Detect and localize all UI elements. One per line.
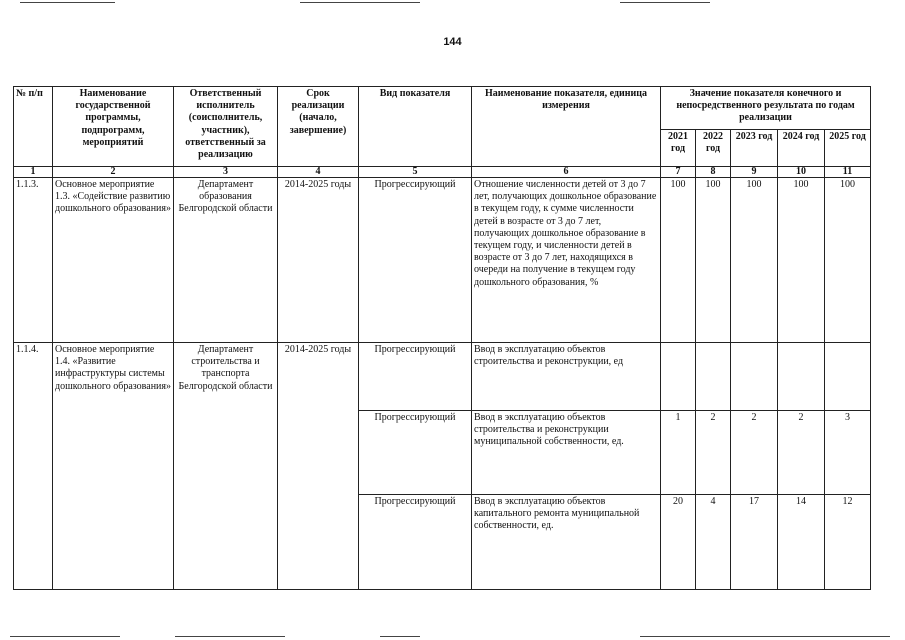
indicator-value	[825, 343, 871, 411]
row-name: Основное мероприятие 1.3. «Содействие развитию дошкольного образования»	[53, 178, 174, 343]
indicator-type: Прогрессирующий	[359, 411, 472, 495]
scan-edge-line	[300, 2, 420, 3]
indicator-value	[661, 343, 696, 411]
indicator-value	[778, 343, 825, 411]
indicator-value: 1	[661, 411, 696, 495]
header-year: 2024 год	[778, 130, 825, 167]
indicator-type: Прогрессирующий	[359, 495, 472, 590]
indicator-value	[696, 343, 731, 411]
page-number: 144	[443, 36, 462, 48]
row-num: 1.1.3.	[14, 178, 53, 343]
header-indicator-name: Наименование показателя, единица измерения	[472, 87, 661, 167]
header-year: 2025 год	[825, 130, 871, 167]
row-executor: Департамент образования Белгородской области	[174, 178, 278, 343]
column-number: 4	[278, 167, 359, 178]
column-number: 8	[696, 167, 731, 178]
column-number: 9	[731, 167, 778, 178]
column-number: 5	[359, 167, 472, 178]
indicator-value: 100	[661, 178, 696, 343]
column-number: 3	[174, 167, 278, 178]
column-number: 6	[472, 167, 661, 178]
indicator-value	[731, 343, 778, 411]
scan-edge-line	[380, 636, 420, 637]
indicator-value: 3	[825, 411, 871, 495]
column-number: 11	[825, 167, 871, 178]
indicator-name: Ввод в эксплуатацию объектов строительства и реконструкции, ед	[472, 343, 661, 411]
indicator-value: 17	[731, 495, 778, 590]
row-num: 1.1.4.	[14, 343, 53, 590]
header-num: № п/п	[14, 87, 53, 167]
indicator-name: Ввод в эксплуатацию объектов строительства и реконструкции муниципальной собственности, ед.	[472, 411, 661, 495]
header-year: 2023 год	[731, 130, 778, 167]
table-row	[14, 178, 871, 343]
column-number: 2	[53, 167, 174, 178]
header-term: Срок реализации (начало, завершение)	[278, 87, 359, 167]
indicator-value: 14	[778, 495, 825, 590]
column-number: 1	[14, 167, 53, 178]
indicator-value: 100	[696, 178, 731, 343]
header-year: 2021 год	[661, 130, 696, 167]
indicator-name: Ввод в эксплуатацию объектов капитального ремонта муниципальной собственности, ед.	[472, 495, 661, 590]
scan-edge-line	[10, 636, 120, 637]
indicator-value: 100	[778, 178, 825, 343]
header-name: Наименование государственной программы, подпрограмм, мероприятий	[53, 87, 174, 167]
indicator-value: 100	[731, 178, 778, 343]
row-executor: Департамент строительства и транспорта Белгородской области	[174, 343, 278, 590]
table-row	[14, 343, 871, 411]
indicator-value: 100	[825, 178, 871, 343]
column-number: 7	[661, 167, 696, 178]
indicator-value: 2	[778, 411, 825, 495]
scan-edge-line	[620, 2, 710, 3]
header-indicator-type: Вид показателя	[359, 87, 472, 167]
row-term: 2014-2025 годы	[278, 343, 359, 590]
indicator-value: 4	[696, 495, 731, 590]
indicator-type: Прогрессирующий	[359, 343, 472, 411]
header-executor: Ответственный исполнитель (соисполнитель, участник), ответственный за реализацию	[174, 87, 278, 167]
column-number: 10	[778, 167, 825, 178]
row-name: Основное мероприятие 1.4. «Развитие инфраструктуры системы дошкольного образования»	[53, 343, 174, 590]
row-term: 2014-2025 годы	[278, 178, 359, 343]
scan-edge-line	[640, 636, 890, 637]
scan-edge-line	[20, 2, 115, 3]
header-year: 2022 год	[696, 130, 731, 167]
indicator-value: 2	[696, 411, 731, 495]
header-values-group: Значение показателя конечного и непосредственного результата по годам реализации	[661, 87, 871, 130]
indicator-value: 20	[661, 495, 696, 590]
indicator-name: Отношение численности детей от 3 до 7 лет, получающих дошкольное образование в текущем году, к сумме численности детей в возрасте от 3 до 7 лет, получающих дошкольное образование в текущем году, и численности детей в возрасте от 3 до 7 лет, находящихся в очереди на получение в текущем году дошкольного образования, %	[472, 178, 661, 343]
indicator-value: 2	[731, 411, 778, 495]
indicator-value: 12	[825, 495, 871, 590]
indicator-type: Прогрессирующий	[359, 178, 472, 343]
indicators-table	[13, 86, 871, 590]
scan-edge-line	[175, 636, 285, 637]
